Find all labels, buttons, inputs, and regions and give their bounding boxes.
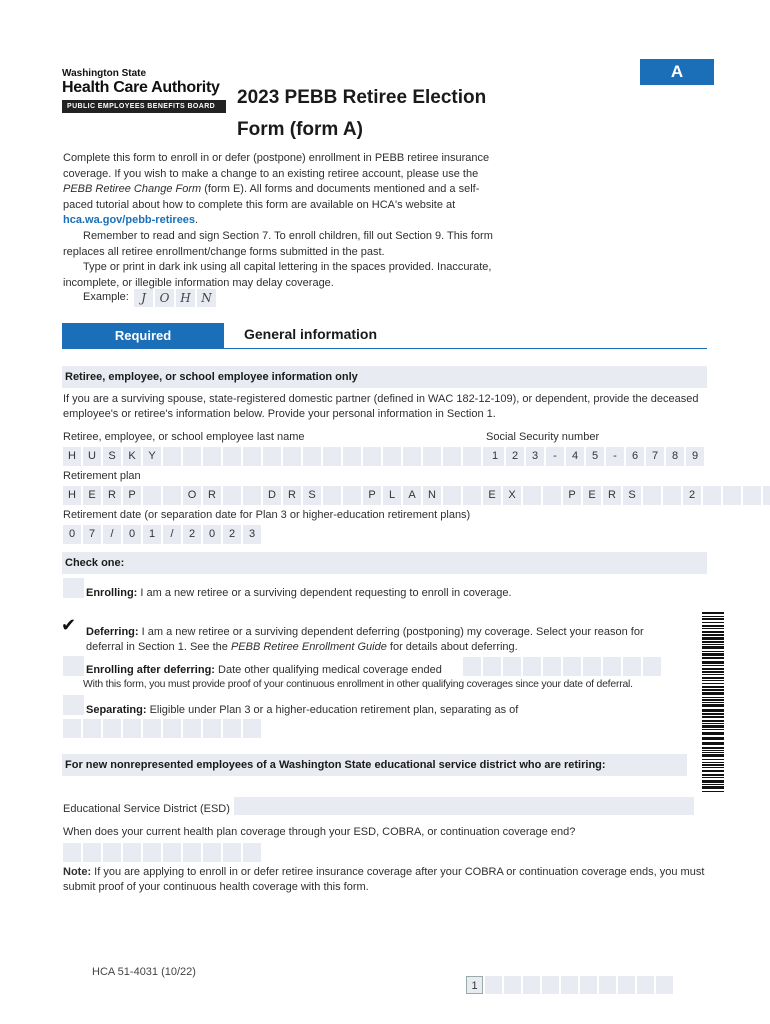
deferring-desc-end: for details about deferring. bbox=[386, 641, 518, 653]
char-cell: 3 bbox=[243, 525, 261, 544]
barcode bbox=[702, 612, 724, 792]
char-cell bbox=[643, 486, 661, 505]
char-cell: S bbox=[303, 486, 321, 505]
barcode-bar bbox=[702, 641, 724, 643]
barcode-bar bbox=[702, 750, 724, 751]
char-cell bbox=[183, 843, 201, 862]
barcode-bar bbox=[702, 671, 724, 673]
barcode-bar bbox=[702, 713, 724, 715]
enrolling-text bbox=[86, 586, 686, 601]
char-cell: L bbox=[383, 486, 401, 505]
char-cell bbox=[463, 486, 481, 505]
char-cell: 2 bbox=[183, 525, 201, 544]
separation-date-input[interactable] bbox=[63, 719, 263, 738]
char-cell: 0 bbox=[63, 525, 81, 544]
enrolling-desc: I am a new retiree or a surviving dependent requesting to enroll in coverage. bbox=[137, 587, 512, 599]
char-cell bbox=[703, 486, 721, 505]
char-cell bbox=[523, 486, 541, 505]
barcode-bar bbox=[702, 674, 724, 675]
barcode-bar bbox=[702, 774, 724, 776]
char-cell: Y bbox=[143, 447, 161, 466]
page-cell bbox=[523, 976, 540, 994]
char-cell: 2 bbox=[683, 486, 701, 505]
plan-input[interactable] bbox=[63, 486, 770, 505]
page-title bbox=[237, 82, 577, 146]
barcode-bar bbox=[702, 762, 724, 763]
page-cell bbox=[485, 976, 502, 994]
intro-p1a: Complete this form to enroll in or defer (postpone) enrollment in PEBB retiree insurance coverage. If you wish to make a change to an existing retiree account, please use the bbox=[63, 152, 490, 180]
barcode-bar bbox=[702, 791, 724, 792]
barcode-bar bbox=[702, 683, 724, 684]
char-cell bbox=[163, 843, 181, 862]
char-cell: / bbox=[163, 525, 181, 544]
page-cell bbox=[637, 976, 654, 994]
barcode-bar bbox=[702, 625, 724, 627]
barcode-bar bbox=[702, 725, 724, 728]
barcode-bar bbox=[702, 644, 724, 645]
after-deferring-note: With this form, you must provide proof of your continuous enrollment in other qualifying coverages since your date of deferral. bbox=[83, 679, 633, 690]
barcode-bar bbox=[702, 764, 724, 766]
barcode-bar bbox=[702, 729, 724, 730]
ssn-label: Social Security number bbox=[486, 431, 600, 443]
esd-label: Educational Service District (ESD) bbox=[63, 803, 230, 815]
char-cell bbox=[63, 843, 81, 862]
barcode-bar bbox=[702, 692, 724, 695]
logo-board: PUBLIC EMPLOYEES BENEFITS BOARD bbox=[62, 100, 226, 113]
deferring-bold: Deferring: bbox=[86, 626, 139, 638]
char-cell bbox=[343, 486, 361, 505]
enrolling-after-deferring-checkbox[interactable] bbox=[63, 656, 84, 676]
page-cell bbox=[656, 976, 673, 994]
page-cell bbox=[542, 976, 559, 994]
char-cell bbox=[443, 447, 461, 466]
barcode-bar bbox=[702, 622, 724, 623]
char-cell bbox=[243, 843, 261, 862]
char-cell bbox=[103, 843, 121, 862]
char-cell bbox=[323, 447, 341, 466]
char-cell: 8 bbox=[666, 447, 684, 466]
page-indicator bbox=[466, 976, 675, 994]
char-cell bbox=[163, 719, 181, 738]
char-cell bbox=[183, 447, 201, 466]
char-cell: R bbox=[283, 486, 301, 505]
char-cell: 9 bbox=[686, 447, 704, 466]
barcode-bar bbox=[702, 732, 724, 735]
char-cell bbox=[723, 486, 741, 505]
char-cell bbox=[223, 447, 241, 466]
barcode-bar bbox=[702, 754, 724, 757]
char-cell: 7 bbox=[83, 525, 101, 544]
char-cell: P bbox=[123, 486, 141, 505]
char-cell bbox=[223, 719, 241, 738]
barcode-bar bbox=[702, 716, 724, 718]
ssn-input[interactable] bbox=[486, 447, 706, 466]
deferring-text bbox=[86, 625, 676, 655]
char-cell bbox=[203, 719, 221, 738]
char-cell: N bbox=[423, 486, 441, 505]
note-bold: Note: bbox=[63, 866, 92, 878]
char-cell: 2 bbox=[223, 525, 241, 544]
char-cell: K bbox=[123, 447, 141, 466]
retiree-note: If you are a surviving spouse, state-registered domestic partner (defined in WAC 182-12-109), or dependent, provide the deceased employee's or retiree's information below. Provide your personal information in Section 1. bbox=[63, 393, 699, 420]
page-cell bbox=[580, 976, 597, 994]
retirement-date-input[interactable] bbox=[63, 525, 263, 544]
after-desc: Date other qualifying medical coverage ended bbox=[214, 664, 442, 676]
char-cell: / bbox=[103, 525, 121, 544]
char-cell bbox=[743, 486, 761, 505]
plan-label: Retirement plan bbox=[63, 470, 141, 482]
char-cell bbox=[83, 843, 101, 862]
char-cell: 2 bbox=[506, 447, 524, 466]
intro-p3: Type or print in dark ink using all capital lettering in the spaces provided. Inaccurate, incomplete, or illegible information may delay coverage. bbox=[63, 261, 492, 289]
example-cell: N bbox=[197, 289, 216, 307]
char-cell bbox=[543, 486, 561, 505]
page-cell bbox=[618, 976, 635, 994]
char-cell bbox=[383, 447, 401, 466]
barcode-bar bbox=[702, 612, 724, 614]
coverage-end-question: When does your current health plan coverage through your ESD, COBRA, or continuation coverage end? bbox=[63, 826, 576, 838]
date-label: Retirement date (or separation date for Plan 3 or higher-education retirement plans) bbox=[63, 509, 471, 521]
form-letter-badge: A bbox=[640, 59, 714, 85]
example-cell: H bbox=[176, 289, 195, 307]
char-cell bbox=[123, 719, 141, 738]
barcode-bar bbox=[702, 723, 724, 724]
char-cell: D bbox=[263, 486, 281, 505]
char-cell: P bbox=[563, 486, 581, 505]
separating-desc: Eligible under Plan 3 or a higher-education retirement plan, separating as of bbox=[146, 704, 519, 716]
char-cell bbox=[143, 843, 161, 862]
char-cell bbox=[423, 447, 441, 466]
barcode-bar bbox=[702, 737, 724, 740]
check-one-band: Check one: bbox=[62, 552, 707, 574]
char-cell: 7 bbox=[646, 447, 664, 466]
char-cell bbox=[663, 486, 681, 505]
char-cell bbox=[83, 719, 101, 738]
section-divider bbox=[62, 348, 707, 349]
intro-p1b: (form E). All forms and documents mentioned and a self-paced tutorial about how to complete this form are available on HCA's website at bbox=[63, 183, 480, 211]
char-cell: 0 bbox=[123, 525, 141, 544]
example-label: Example: bbox=[83, 291, 129, 303]
after-bold: Enrolling after deferring: bbox=[86, 664, 215, 676]
char-cell bbox=[603, 657, 621, 676]
form-code: HCA 51-4031 (10/22) bbox=[92, 966, 196, 978]
char-cell bbox=[643, 657, 661, 676]
last-name-label: Retiree, employee, or school employee last name bbox=[63, 431, 305, 443]
char-cell: E bbox=[583, 486, 601, 505]
barcode-bar bbox=[702, 709, 724, 712]
enrolling-bold: Enrolling: bbox=[86, 587, 138, 599]
coverage-ended-date-input[interactable] bbox=[463, 657, 663, 676]
barcode-bar bbox=[702, 759, 724, 760]
barcode-bar bbox=[702, 616, 724, 617]
char-cell bbox=[363, 447, 381, 466]
retiree-band: Retiree, employee, or school employee information only bbox=[62, 366, 707, 388]
last-name-input[interactable] bbox=[63, 447, 503, 466]
char-cell: U bbox=[83, 447, 101, 466]
barcode-bar bbox=[702, 677, 724, 679]
char-cell bbox=[243, 486, 261, 505]
char-cell bbox=[303, 447, 321, 466]
separating-bold: Separating: bbox=[86, 704, 147, 716]
esd-note bbox=[63, 865, 708, 895]
char-cell: R bbox=[203, 486, 221, 505]
barcode-bar bbox=[702, 784, 724, 785]
char-cell: 3 bbox=[526, 447, 544, 466]
barcode-bar bbox=[702, 618, 724, 620]
barcode-bar bbox=[702, 702, 724, 703]
char-cell: R bbox=[603, 486, 621, 505]
coverage-end-date-input[interactable] bbox=[63, 843, 263, 862]
barcode-bar bbox=[702, 786, 724, 789]
barcode-bar bbox=[702, 752, 724, 753]
barcode-bar bbox=[702, 704, 724, 707]
page-cell bbox=[504, 976, 521, 994]
char-cell bbox=[343, 447, 361, 466]
hca-logo bbox=[62, 68, 226, 128]
barcode-bar bbox=[702, 646, 724, 649]
char-cell bbox=[163, 447, 181, 466]
char-cell: 1 bbox=[143, 525, 161, 544]
char-cell: 1 bbox=[486, 447, 504, 466]
char-cell bbox=[583, 657, 601, 676]
char-cell: - bbox=[546, 447, 564, 466]
barcode-bar bbox=[702, 680, 724, 681]
esd-band: For new nonrepresented employees of a Washington State educational service district who are retiring: bbox=[62, 754, 687, 776]
barcode-bar bbox=[702, 686, 724, 688]
deferring-desc: I am a new retiree or a surviving dependent deferring (postponing) my coverage. Select your reason for deferral in Section 1. See the bbox=[86, 626, 644, 653]
char-cell bbox=[63, 719, 81, 738]
char-cell bbox=[503, 657, 521, 676]
char-cell: S bbox=[103, 447, 121, 466]
char-cell bbox=[123, 843, 141, 862]
after-deferring-text bbox=[86, 663, 466, 678]
char-cell: R bbox=[103, 486, 121, 505]
char-cell bbox=[463, 657, 481, 676]
intro-p2: Remember to read and sign Section 7. To enroll children, fill out Section 9. This form replaces all retiree enrollment/change forms submitted in the past. bbox=[63, 229, 493, 258]
barcode-bar bbox=[702, 651, 724, 652]
barcode-bar bbox=[702, 665, 724, 666]
char-cell bbox=[103, 719, 121, 738]
char-cell: 4 bbox=[566, 447, 584, 466]
note-text: If you are applying to enroll in or defer retiree insurance coverage after your COBRA or continuation coverage ends, you must submit proof of your continuous health coverage with this form. bbox=[63, 866, 705, 893]
char-cell bbox=[223, 486, 241, 505]
page-cell bbox=[561, 976, 578, 994]
char-cell: A bbox=[403, 486, 421, 505]
char-cell bbox=[203, 843, 221, 862]
barcode-bar bbox=[702, 634, 724, 636]
barcode-bar bbox=[702, 770, 724, 772]
char-cell: P bbox=[363, 486, 381, 505]
barcode-bar bbox=[702, 742, 724, 745]
char-cell: - bbox=[606, 447, 624, 466]
char-cell: 0 bbox=[203, 525, 221, 544]
char-cell bbox=[443, 486, 461, 505]
intro-text bbox=[63, 151, 503, 291]
char-cell bbox=[263, 447, 281, 466]
barcode-bar bbox=[702, 767, 724, 768]
char-cell bbox=[763, 486, 770, 505]
example-cell: J bbox=[134, 289, 153, 307]
char-cell: X bbox=[503, 486, 521, 505]
barcode-bar bbox=[702, 668, 724, 670]
page-number: 1 bbox=[466, 976, 483, 994]
char-cell bbox=[243, 447, 261, 466]
intro-p1c: . bbox=[195, 214, 199, 227]
barcode-bar bbox=[702, 637, 724, 640]
example-cells bbox=[134, 289, 218, 307]
char-cell: 6 bbox=[626, 447, 644, 466]
separating-text bbox=[86, 703, 686, 718]
char-cell bbox=[463, 447, 481, 466]
logo-state: Washington State bbox=[62, 68, 147, 79]
example-cell: O bbox=[155, 289, 174, 307]
char-cell bbox=[203, 447, 221, 466]
enrolling-checkbox[interactable] bbox=[63, 578, 84, 598]
char-cell bbox=[143, 486, 161, 505]
hca-link[interactable]: hca.wa.gov/pebb-retirees bbox=[63, 214, 196, 227]
char-cell bbox=[543, 657, 561, 676]
section-title: General information bbox=[244, 326, 378, 342]
logo-agency: Health Care Authority bbox=[62, 79, 220, 96]
char-cell bbox=[323, 486, 341, 505]
barcode-bar bbox=[702, 747, 724, 749]
char-cell bbox=[223, 843, 241, 862]
separating-checkbox[interactable] bbox=[63, 695, 84, 715]
barcode-bar bbox=[702, 697, 724, 698]
enrollment-guide-ref: PEBB Retiree Enrollment Guide bbox=[230, 641, 387, 653]
char-cell: H bbox=[63, 486, 81, 505]
barcode-bar bbox=[702, 720, 724, 722]
title-line1: 2023 PEBB Retiree Election bbox=[237, 87, 487, 108]
barcode-bar bbox=[702, 699, 724, 701]
intro-change-form: PEBB Retiree Change Form bbox=[63, 183, 202, 196]
char-cell: E bbox=[83, 486, 101, 505]
char-cell bbox=[283, 447, 301, 466]
esd-input[interactable] bbox=[234, 797, 694, 815]
char-cell: 5 bbox=[586, 447, 604, 466]
required-tab: Required bbox=[62, 323, 224, 349]
barcode-bar bbox=[702, 628, 724, 629]
barcode-bar bbox=[702, 661, 724, 664]
barcode-bar bbox=[702, 777, 724, 778]
char-cell bbox=[623, 657, 641, 676]
barcode-bar bbox=[702, 657, 724, 659]
title-line2: Form (form A) bbox=[237, 119, 363, 140]
char-cell bbox=[183, 719, 201, 738]
char-cell: O bbox=[183, 486, 201, 505]
page-cell bbox=[599, 976, 616, 994]
deferring-checkbox[interactable]: ✔ bbox=[58, 615, 79, 635]
char-cell bbox=[403, 447, 421, 466]
char-cell bbox=[523, 657, 541, 676]
char-cell bbox=[243, 719, 261, 738]
char-cell: E bbox=[483, 486, 501, 505]
barcode-bar bbox=[702, 631, 724, 633]
char-cell bbox=[163, 486, 181, 505]
barcode-bar bbox=[702, 780, 724, 783]
char-cell bbox=[143, 719, 161, 738]
barcode-bar bbox=[702, 689, 724, 691]
char-cell bbox=[563, 657, 581, 676]
char-cell: S bbox=[623, 486, 641, 505]
char-cell: H bbox=[63, 447, 81, 466]
char-cell bbox=[483, 657, 501, 676]
barcode-bar bbox=[702, 653, 724, 656]
